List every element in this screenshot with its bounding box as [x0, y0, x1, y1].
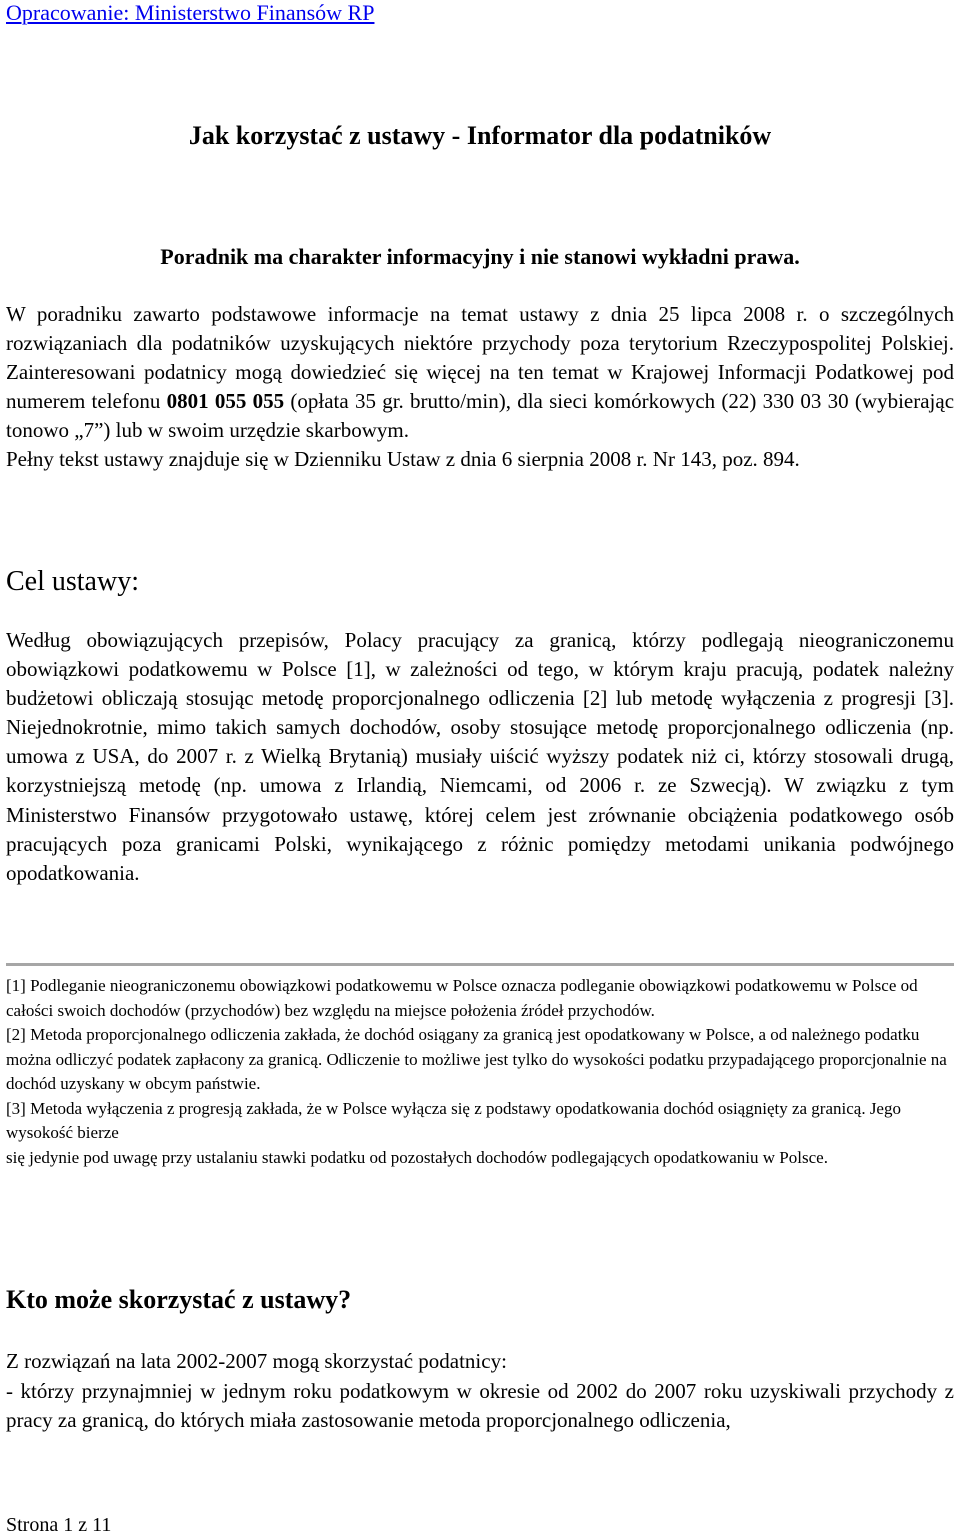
phone-number: 0801 055 055 [166, 389, 285, 413]
kto-intro-line: Z rozwiązań na lata 2002-2007 mogą skorzystać podatnicy: [6, 1349, 507, 1373]
footnote-3: [3] Metoda wyłączenia z progresją zakłada, że w Polsce wyłącza się z podstawy opodatkowania dochód osiągnięty za granicą. Jego wysokość bierze [6, 1098, 901, 1142]
section-body-cel: Według obowiązujących przepisów, Polacy pracujący za granicą, którzy podlegają nieograniczonemu obowiązkowi podatkowemu w Polsce [1], w zależności od tego, w którym kraju pracują, podatek należny budżetowi obliczają stosując metodę proporcjonalnego odliczenia [2] lub metodę wyłączenia z progresji [3]. Niejednokrotnie, mimo takich samych dochodów, osoby stosujące metodę proporcjonalnego odliczenia (np. umowa z USA, do 2007 r. z Wielką Brytanią) musiały uiścić wyższy podatek niż ci, którzy stosowali drugą, korzystniejszą metodę (np. umowa z Irlandią, Niemcami, od 2006 r. ze Szwecją). W związku z tym Ministerstwo Finansów przygotowało ustawę, której celem jest zrównanie obciążenia podatkowego osób pracujących poza granicami Polski, wynikającego z różnic pomiędzy metodami unikania podwójnego opodatkowania. [6, 628, 954, 885]
footnote-3-continued: się jedynie pod uwagę przy ustalaniu stawki podatku od pozostałych dochodów podlegających opodatkowaniu w Polsce. [6, 1147, 828, 1167]
document-title: Jak korzystać z ustawy - Informator dla podatników [188, 121, 772, 150]
intro-section [6, 300, 954, 474]
section-heading-cel: Cel ustawy: [6, 566, 139, 597]
disclaimer: Poradnik ma charakter informacyjny i nie stanowi wykładni prawa. [160, 244, 800, 269]
section-body-kto [6, 1347, 954, 1436]
kto-list-item: - którzy przynajmniej w jednym roku podatkowym w okresie od 2002 do 2007 roku uzyskiwali przychody z pracy za granicą, do których miała zastosowanie metoda proporcjonalnego odliczenia, [6, 1378, 954, 1432]
intro-text-before-phone: W poradniku zawarto podstawowe informacje na temat ustawy z dnia 25 lipca 2008 r. o szczególnych rozwiązaniach dla podatników uzyskujących niektóre przychody poza terytorium Rzeczypospolitej Polskiej. Zainteresowani podatnicy mogą dowiedzieć się więcej na ten temat w Krajowej Informacji Podatkowej pod numerem telefonu [6, 302, 954, 413]
footnote-1: [1] Podleganie nieograniczonemu obowiązkowi podatkowemu w Polsce oznacza podleganie obowiązkowi podatkowemu w Polsce od całości swoich dochodów (przychodów) bez względu na miejsce położenia źródeł przychodów. [6, 976, 918, 1020]
footnotes [6, 974, 954, 1170]
section-heading-kto: Kto może skorzystać z ustawy? [6, 1285, 352, 1314]
footnote-divider [6, 963, 954, 966]
source-link[interactable]: Opracowanie: Ministerstwo Finansów RP [6, 0, 375, 25]
intro-paragraph-journal: Pełny tekst ustawy znajduje się w Dzienniku Ustaw z dnia 6 sierpnia 2008 r. Nr 143, poz. 894. [6, 447, 800, 471]
footnote-2: [2] Metoda proporcjonalnego odliczenia zakłada, że dochód osiągany za granicą jest opodatkowany w Polsce, a od należnego podatku można odliczyć podatek zapłacony za granicą. Odliczenie to możliwe jest tylko do wysokości podatku przypadającego proporcjonalnie na dochód uzyskany w obcym państwie. [6, 1025, 947, 1093]
intro-paragraph [6, 300, 954, 445]
intro-text-after-phone: (opłata 35 gr. brutto/min), dla sieci komórkowych (22) 330 03 30 (wybierając tonowo „7”) lub w swoim urzędzie skarbowym. [6, 389, 955, 442]
page-number: Strona 1 z 11 [6, 1514, 112, 1536]
